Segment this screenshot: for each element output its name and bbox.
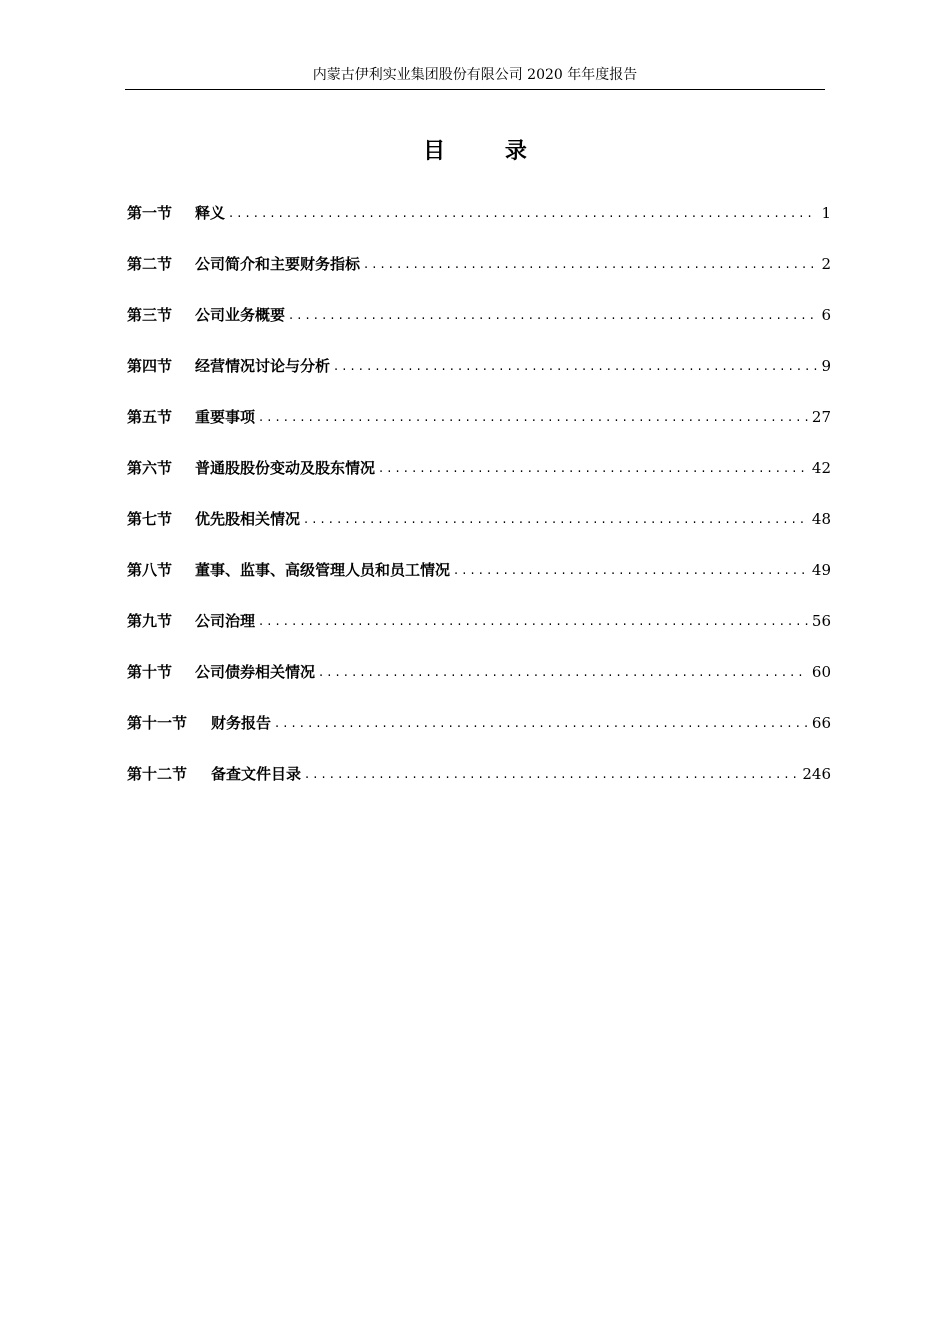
toc-section-name: 公司业务概要 <box>195 306 286 324</box>
toc-page-number: 60 <box>811 663 831 681</box>
toc-page-number: 42 <box>811 459 831 477</box>
toc-dot-leader <box>275 713 808 731</box>
running-header: 内蒙古伊利实业集团股份有限公司 2020 年年度报告 <box>312 67 638 83</box>
toc-section-name: 释义 <box>195 204 226 222</box>
toc-page-number: 66 <box>811 714 831 732</box>
toc-page-number: 2 <box>821 255 831 273</box>
toc-section-number: 第十节 <box>127 663 173 681</box>
toc-section-name: 财务报告 <box>211 714 272 732</box>
toc-title: 目 录 <box>423 139 553 164</box>
toc-page-number: 9 <box>821 357 831 375</box>
toc-section-number: 第十一节 <box>127 714 188 732</box>
toc-section-number: 第十二节 <box>127 765 188 783</box>
toc-entry-2[interactable] <box>127 253 831 304</box>
toc-entry-9[interactable] <box>127 610 831 661</box>
toc-section-name: 优先股相关情况 <box>195 510 301 528</box>
toc-entry-11[interactable] <box>127 712 831 763</box>
toc-dot-leader <box>259 407 808 425</box>
toc-section-number: 第一节 <box>127 204 173 222</box>
toc-dot-leader <box>364 254 817 272</box>
toc-section-number: 第三节 <box>127 306 173 324</box>
toc-page-number: 48 <box>811 510 831 528</box>
table-of-contents <box>127 202 831 814</box>
toc-section-name: 普通股股份变动及股东情况 <box>195 459 376 477</box>
toc-section-number: 第二节 <box>127 255 173 273</box>
toc-entry-3[interactable] <box>127 304 831 355</box>
toc-section-name: 董事、监事、高级管理人员和员工情况 <box>195 561 451 579</box>
toc-entry-4[interactable] <box>127 355 831 406</box>
toc-dot-leader <box>319 662 808 680</box>
toc-section-number: 第五节 <box>127 408 173 426</box>
toc-section-number: 第七节 <box>127 510 173 528</box>
toc-dot-leader <box>454 560 808 578</box>
toc-dot-leader <box>229 203 817 221</box>
toc-page-number: 56 <box>811 612 831 630</box>
toc-section-name: 备查文件目录 <box>211 765 302 783</box>
toc-entry-5[interactable] <box>127 406 831 457</box>
toc-dot-leader <box>289 305 817 323</box>
toc-page-number: 27 <box>811 408 831 426</box>
toc-page-number: 246 <box>802 765 831 783</box>
toc-dot-leader <box>379 458 808 476</box>
toc-section-number: 第四节 <box>127 357 173 375</box>
toc-section-number: 第八节 <box>127 561 173 579</box>
toc-section-name: 公司债券相关情况 <box>195 663 316 681</box>
toc-dot-leader <box>259 611 808 629</box>
toc-entry-7[interactable] <box>127 508 831 559</box>
toc-entry-8[interactable] <box>127 559 831 610</box>
toc-entry-10[interactable] <box>127 661 831 712</box>
toc-section-name: 公司简介和主要财务指标 <box>195 255 361 273</box>
toc-section-name: 公司治理 <box>195 612 256 630</box>
toc-dot-leader <box>334 356 817 374</box>
toc-section-name: 经营情况讨论与分析 <box>195 357 331 375</box>
toc-page-number: 49 <box>811 561 831 579</box>
toc-page-number: 6 <box>821 306 831 324</box>
toc-section-number: 第六节 <box>127 459 173 477</box>
toc-page-number: 1 <box>821 204 831 222</box>
toc-entry-6[interactable] <box>127 457 831 508</box>
toc-entry-1[interactable] <box>127 202 831 253</box>
toc-section-number: 第九节 <box>127 612 173 630</box>
toc-dot-leader <box>304 509 808 527</box>
toc-dot-leader <box>305 764 798 782</box>
toc-section-name: 重要事项 <box>195 408 256 426</box>
toc-entry-12[interactable] <box>127 763 831 814</box>
header-divider <box>125 89 825 90</box>
